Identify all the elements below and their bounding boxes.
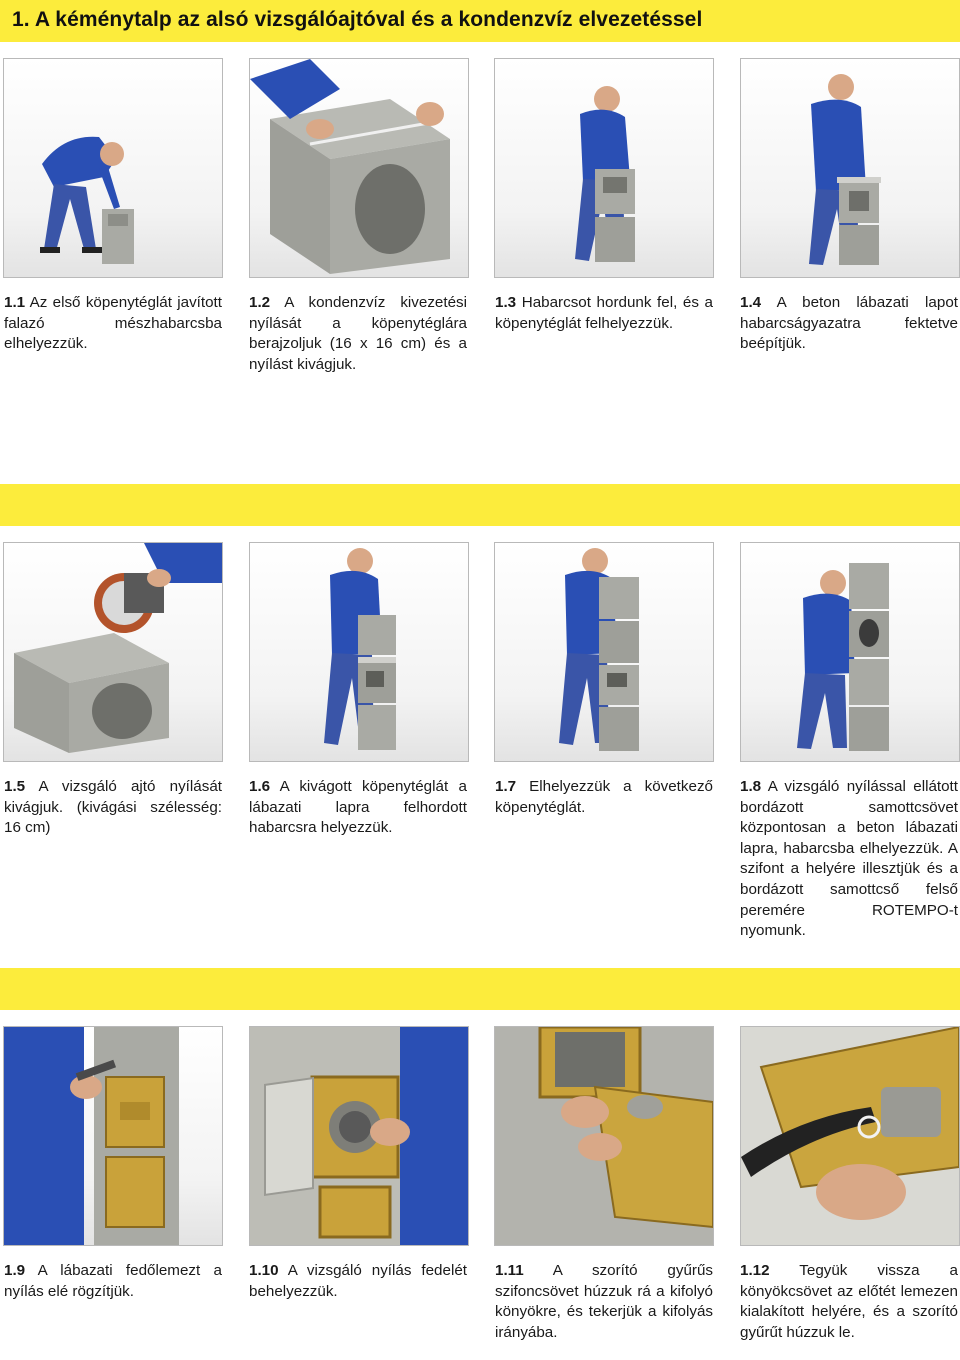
step-caption-1-2: 1.2 A kondenzvíz kivezetési nyílását a köpenytéglára berajzoljuk (16 x 16 cm) és a nyílást kivágjuk. <box>249 294 467 373</box>
title-band <box>0 0 960 42</box>
step-photo-1-1 <box>3 58 223 278</box>
step-caption-1-9: 1.9 A lábazati fedőlemezt a nyílás elé rögzítjük. <box>4 1262 222 1300</box>
step-caption-1-8: 1.8 A vizsgáló nyílással ellátott bordázott samottcsövet központosan a beton lábazati lapra, habarcsba elhelyezzük. A szifont a helyére illesztjük és a bordázott samottcső felső peremére ROTEMPO-t nyomunk. <box>740 778 958 940</box>
step-photo-1-10 <box>249 1026 469 1246</box>
step-caption-1-7: 1.7 Elhelyezzük a következő köpenytéglát. <box>495 778 713 816</box>
step-caption-1-4: 1.4 A beton lábazati lapot habarcságyazatra fektetve beépítjük. <box>740 294 958 353</box>
page-title: 1. A kéménytalp az alsó vizsgálóajtóval és a kondenzvíz elvezetéssel <box>12 8 703 31</box>
step-photo-1-6 <box>249 542 469 762</box>
step-caption-1-1: 1.1 Az első köpenytéglát javított falazó mészhabarcsba elhelyezzük. <box>4 294 222 353</box>
step-photo-1-12 <box>740 1026 960 1246</box>
step-photo-1-4 <box>740 58 960 278</box>
step-caption-1-5: 1.5 A vizsgáló ajtó nyílását kivágjuk. (kivágási szélesség: 16 cm) <box>4 778 222 837</box>
step-photo-1-11 <box>494 1026 714 1246</box>
separator-band-1 <box>0 484 960 526</box>
step-photo-1-8 <box>740 542 960 762</box>
step-caption-1-10: 1.10 A vizsgáló nyílás fedelét behelyezzük. <box>249 1262 467 1300</box>
step-caption-1-12: 1.12 Tegyük vissza a könyökcsövet az előtét lemezen kialakított helyére, és a szorító gyűrűt húzzuk le. <box>740 1262 959 1341</box>
step-caption-1-6: 1.6 A kivágott köpenytéglát a lábazati lapra felhordott habarcsra helyezzük. <box>249 778 467 837</box>
separator-band-2 <box>0 968 960 1010</box>
step-photo-1-3 <box>494 58 714 278</box>
step-caption-1-11: 1.11 A szorító gyűrűs szifoncsövet húzzuk rá a kifolyó könyökre, és tekerjük a kifolyás irányába. <box>495 1262 713 1341</box>
step-photo-1-9 <box>3 1026 223 1246</box>
step-photo-1-7 <box>494 542 714 762</box>
step-caption-1-3: 1.3 Habarcsot hordunk fel, és a köpenytéglát felhelyezzük. <box>495 294 713 332</box>
step-photo-1-2 <box>249 58 469 278</box>
step-photo-1-5 <box>3 542 223 762</box>
